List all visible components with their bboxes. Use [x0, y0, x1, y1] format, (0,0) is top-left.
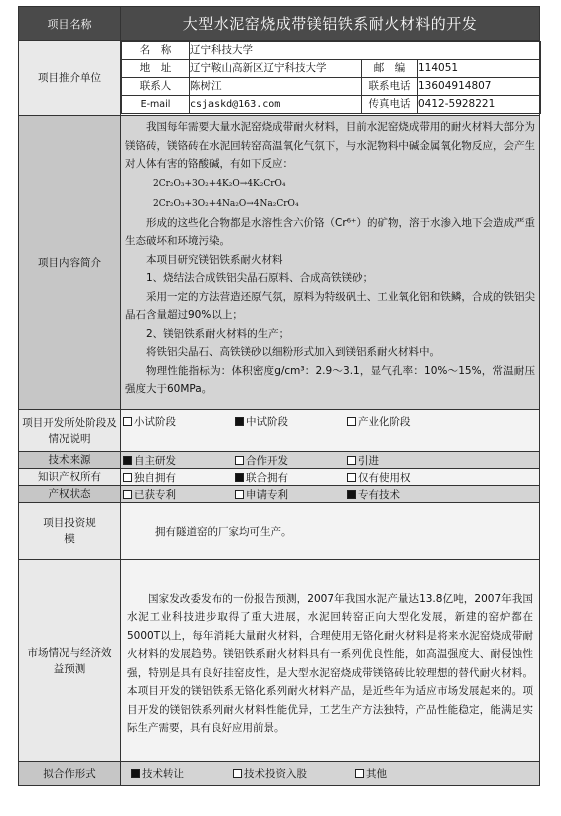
content-paragraph: 我国每年需要大量水泥窑烧成带耐火材料，目前水泥窑烧成带用的耐火材料大部分为镁铬砖，镁铬砖在水泥回转窑高温氧化气氛下，与水泥物料中碱金属氧化物反应，会产生对人体有害的铬酸碱，有如下反应： [125, 121, 535, 170]
content-paragraph: 1、烧结法合成铁铝尖晶石原料、合成高铁镁砂； [146, 272, 374, 284]
unit-row [19, 41, 540, 116]
invest-label: 项目投资规模 [19, 503, 121, 560]
email-key: E-mail [122, 96, 190, 114]
checkbox-icon[interactable] [123, 456, 132, 465]
content-paragraph: 2、镁铝铁系耐火材料的生产； [146, 327, 290, 340]
invest-row [19, 503, 540, 560]
content-paragraph: 本项目研究镁铝铁系耐火材料 [146, 253, 283, 266]
invest-text: 拥有隧道窑的厂家均可生产。 [121, 503, 540, 560]
tech-option-self[interactable]: 自主研发 [121, 453, 235, 468]
stage-options [121, 410, 540, 452]
coop-label: 拟合作形式 [19, 762, 121, 786]
phone-key: 联系电话 [362, 78, 418, 96]
ip-status-options [121, 486, 540, 503]
ip-options [121, 469, 540, 486]
market-row [19, 560, 540, 762]
project-form [18, 6, 539, 802]
fax-key: 传真电话 [362, 96, 418, 114]
checkbox-icon[interactable] [347, 473, 356, 482]
checkbox-icon[interactable] [355, 769, 364, 778]
fax-value: 0412-5928221 [418, 96, 541, 114]
checkbox-icon[interactable] [123, 473, 132, 482]
ip-option-joint[interactable]: 联合拥有 [235, 470, 347, 485]
stage-row [19, 410, 540, 452]
tech-source-row [19, 452, 540, 469]
ip-status-patented[interactable]: 已获专利 [121, 487, 235, 502]
tech-option-import[interactable]: 引进 [347, 453, 379, 468]
checkbox-icon[interactable] [131, 769, 140, 778]
content-row [19, 116, 540, 410]
coop-options [121, 762, 540, 786]
title-row [19, 7, 540, 41]
market-label: 市场情况与经济效益预测 [19, 560, 121, 762]
ip-label: 知识产权所有 [19, 469, 121, 486]
unit-details [121, 41, 540, 116]
zip-value: 114051 [418, 60, 541, 78]
checkbox-icon[interactable] [123, 490, 132, 499]
content-paragraph: 形成的这些化合物都是水溶性含六价铬（Cr⁶⁺）的矿物，溶于水渗入地下会造成严重生态破坏和环境污染。 [125, 216, 535, 247]
stage-option-pilot[interactable]: 中试阶段 [235, 414, 347, 429]
equation-1: 2Cr₂O₃+3O₂+4K₂O→4K₂CrO₄ [153, 178, 286, 189]
ip-row [19, 469, 540, 486]
content-body [121, 116, 540, 410]
coop-option-transfer[interactable]: 技术转让 [121, 766, 233, 781]
tech-source-label: 技术来源 [19, 452, 121, 469]
market-body [121, 560, 540, 762]
checkbox-icon[interactable] [347, 490, 356, 499]
email-value: csjaskd@163.com [190, 96, 362, 114]
checkbox-icon[interactable] [347, 456, 356, 465]
ip-status-proprietary[interactable]: 专有技术 [347, 487, 400, 502]
stage-option-pilot-small[interactable]: 小试阶段 [121, 414, 235, 429]
coop-option-invest[interactable]: 技术投资入股 [233, 766, 355, 781]
content-paragraph: 将铁铝尖晶石、高铁镁砂以细粉形式加入到镁铝系耐火材料中。 [146, 346, 440, 358]
name-value: 辽宁科技大学 [190, 42, 541, 60]
address-key: 地 址 [122, 60, 190, 78]
unit-label: 项目推介单位 [19, 41, 121, 116]
ip-status-applying[interactable]: 申请专利 [235, 487, 347, 502]
ip-status-row [19, 486, 540, 503]
project-name-label: 项目名称 [19, 7, 121, 41]
name-key: 名 称 [122, 42, 190, 60]
project-title: 大型水泥窑烧成带镁铝铁系耐火材料的开发 [121, 7, 540, 41]
stage-option-industrial[interactable]: 产业化阶段 [347, 414, 411, 429]
checkbox-icon[interactable] [235, 417, 244, 426]
checkbox-icon[interactable] [235, 490, 244, 499]
checkbox-icon[interactable] [235, 456, 244, 465]
market-text: 国家发改委发布的一份报告预测，2007年我国水泥产量达13.8亿吨，2007年我国水泥工业科技进步取得了重大进展，水泥回转窑正向大型化发展，新建的窑炉都在5000T以上，每年消耗大量耐火材料，合理使用无铬化耐火材料是将来水泥窑烧成带耐火材料的发展趋势。镁铝铁系耐火材料具有一系列优良性能，如高温强度大、耐侵蚀性强，特别是具有良好挂窑皮性，是大型水泥窑烧成带镁铬砖比较理想的替代耐火材料。本项目开发的镁铝铁系无铬化系列耐火材料产品，是近些年为适应市场发展起来的。项目开发的镁铝铁系列耐火材料性能优异，工艺生产方法独特，产品性能稳定，能满足实际生产需要，具有良好应用前景。 [127, 592, 533, 734]
content-paragraph: 物理性能指标为：体积密度g/cm³：2.9～3.1，显气孔率：10%～15%，常温耐压强度大于60MPa。 [125, 364, 535, 395]
ip-option-sole[interactable]: 独自拥有 [121, 470, 235, 485]
address-value: 辽宁鞍山高新区辽宁科技大学 [190, 60, 362, 78]
tech-option-joint[interactable]: 合作开发 [235, 453, 347, 468]
contact-key: 联系人 [122, 78, 190, 96]
stage-label: 项目开发所处阶段及情况说明 [19, 410, 121, 452]
content-paragraph: 采用一定的方法营造还原气氛，原料为特级矾土、工业氧化铝和铁鳞，合成的铁铝尖晶石含量超过90%以上； [125, 290, 535, 321]
checkbox-icon[interactable] [347, 417, 356, 426]
checkbox-icon[interactable] [233, 769, 242, 778]
ip-option-use-only[interactable]: 仅有使用权 [347, 470, 411, 485]
project-table [18, 6, 540, 786]
coop-row [19, 762, 540, 786]
checkbox-icon[interactable] [235, 473, 244, 482]
phone-value: 13604914807 [418, 78, 541, 96]
checkbox-icon[interactable] [123, 417, 132, 426]
ip-status-label: 产权状态 [19, 486, 121, 503]
contact-value: 陈树江 [190, 78, 362, 96]
equation-2: 2Cr₂O₃+3O₂+4Na₂O→4Na₂CrO₄ [153, 198, 299, 209]
content-label: 项目内容简介 [19, 116, 121, 410]
zip-key: 邮 编 [362, 60, 418, 78]
tech-source-options [121, 452, 540, 469]
coop-option-other[interactable]: 其他 [355, 766, 387, 781]
